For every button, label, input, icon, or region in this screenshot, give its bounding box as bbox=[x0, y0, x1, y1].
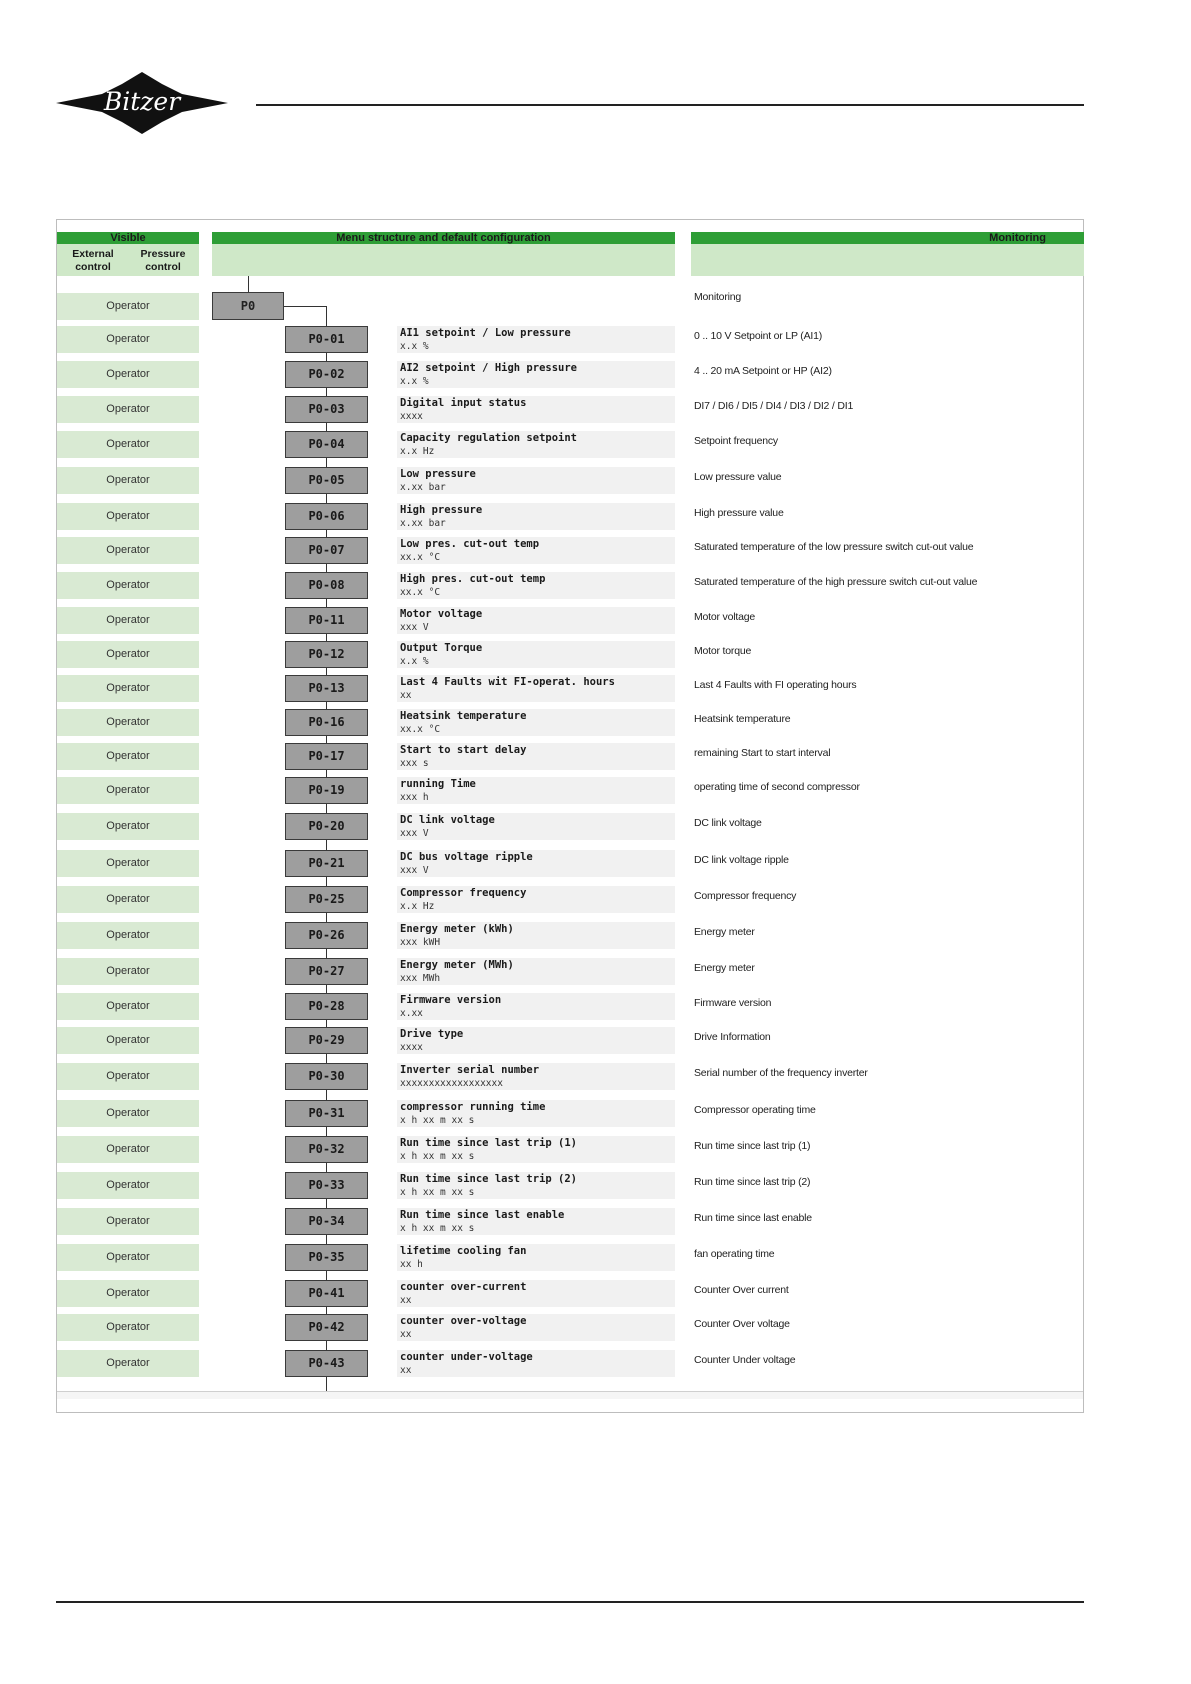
parameter-value-format: xx.x °C bbox=[400, 724, 441, 735]
visible-cell: Operator bbox=[57, 886, 199, 913]
parameter-label: Heatsink temperature bbox=[400, 710, 527, 722]
parameter-value-format: x h xx m xx s bbox=[400, 1223, 475, 1234]
parameter-label: Inverter serial number bbox=[400, 1064, 540, 1076]
monitoring-description: DI7 / DI6 / DI5 / DI4 / DI3 / DI2 / DI1 bbox=[694, 400, 854, 412]
monitoring-description: Setpoint frequency bbox=[694, 435, 778, 447]
menu-code-box: P0-17 bbox=[285, 743, 368, 770]
monitoring-description: DC link voltage bbox=[694, 817, 762, 829]
menu-code-box: P0-30 bbox=[285, 1063, 368, 1090]
parameter-value-format: xxx s bbox=[400, 758, 429, 769]
monitoring-header: Monitoring bbox=[691, 232, 1084, 244]
parameter-value-format: xx h bbox=[400, 1259, 423, 1270]
menu-code-box: P0-28 bbox=[285, 993, 368, 1020]
parameter-value-format: xx bbox=[400, 1295, 412, 1306]
menu-code-box: P0-43 bbox=[285, 1350, 368, 1377]
parameter-description bbox=[397, 709, 675, 736]
menu-code-box: P0-26 bbox=[285, 922, 368, 949]
parameter-label: DC bus voltage ripple bbox=[400, 851, 533, 863]
parameter-label: lifetime cooling fan bbox=[400, 1245, 527, 1257]
parameter-label: counter under-voltage bbox=[400, 1351, 533, 1363]
monitoring-description: fan operating time bbox=[694, 1248, 775, 1260]
parameter-label: Energy meter (MWh) bbox=[400, 959, 514, 971]
parameter-value-format: xxxx bbox=[400, 411, 423, 422]
menu-code-box: P0-07 bbox=[285, 537, 368, 564]
visible-cell: Operator bbox=[57, 641, 199, 668]
parameter-label: AI2 setpoint / High pressure bbox=[400, 362, 578, 374]
monitoring-description: Run time since last trip (1) bbox=[694, 1140, 811, 1152]
parameter-label: Firmware version bbox=[400, 994, 502, 1006]
parameter-value-format: xxx h bbox=[400, 792, 429, 803]
parameter-description bbox=[397, 958, 675, 985]
monitoring-description: Energy meter bbox=[694, 926, 755, 938]
monitoring-description: operating time of second compressor bbox=[694, 781, 860, 793]
parameter-label: Start to start delay bbox=[400, 744, 527, 756]
parameter-label: Motor voltage bbox=[400, 608, 483, 620]
parameter-description bbox=[397, 1100, 675, 1127]
menu-code-box: P0-03 bbox=[285, 396, 368, 423]
visible-cell: Operator bbox=[57, 1172, 199, 1199]
visible-cell: Operator bbox=[57, 431, 199, 458]
visible-cell: Operator bbox=[57, 537, 199, 564]
parameter-value-format: x.xx bar bbox=[400, 518, 446, 529]
parameter-label: Low pressure bbox=[400, 468, 476, 480]
parameter-value-format: x.x Hz bbox=[400, 446, 435, 457]
parameter-value-format: xxx MWh bbox=[400, 973, 441, 984]
parameter-description bbox=[397, 993, 675, 1020]
parameter-description bbox=[397, 1244, 675, 1271]
parameter-label: Last 4 Faults wit FI-operat. hours bbox=[400, 676, 615, 688]
menu-code-box: P0-31 bbox=[285, 1100, 368, 1127]
monitoring-description: Low pressure value bbox=[694, 471, 782, 483]
monitoring-description: 4 .. 20 mA Setpoint or HP (AI2) bbox=[694, 365, 832, 377]
parameter-value-format: x.xx bar bbox=[400, 482, 446, 493]
menu-code-box: P0-29 bbox=[285, 1027, 368, 1054]
visible-cell: Operator bbox=[57, 743, 199, 770]
parameter-description bbox=[397, 326, 675, 353]
monitoring-description: Counter Over current bbox=[694, 1284, 789, 1296]
parameter-value-format: x h xx m xx s bbox=[400, 1187, 475, 1198]
parameter-value-format: xx bbox=[400, 1365, 412, 1376]
visible-cell: Operator bbox=[57, 503, 199, 530]
parameter-value-format: x.x % bbox=[400, 656, 429, 667]
monitoring-description: Motor voltage bbox=[694, 611, 756, 623]
parameter-value-format: x.x % bbox=[400, 341, 429, 352]
menu-code-box: P0-41 bbox=[285, 1280, 368, 1307]
monitoring-description: Firmware version bbox=[694, 997, 772, 1009]
visible-header: Visible bbox=[57, 232, 199, 244]
header-rule bbox=[256, 104, 1084, 106]
visible-cell: Operator bbox=[57, 607, 199, 634]
parameter-value-format: x h xx m xx s bbox=[400, 1115, 475, 1126]
parameter-label: counter over-voltage bbox=[400, 1315, 527, 1327]
menu-code-box: P0-19 bbox=[285, 777, 368, 804]
parameter-description bbox=[397, 886, 675, 913]
bitzer-logo bbox=[56, 72, 228, 134]
svg-text:Bitzer: Bitzer bbox=[103, 87, 181, 116]
parameter-description bbox=[397, 922, 675, 949]
parameter-label: High pres. cut-out temp bbox=[400, 573, 546, 585]
parameter-label: Drive type bbox=[400, 1028, 464, 1040]
visible-cell: Operator bbox=[57, 1100, 199, 1127]
visible-cell: Operator bbox=[57, 467, 199, 494]
parameter-value-format: xx.x °C bbox=[400, 552, 441, 563]
footer-rule bbox=[56, 1601, 1084, 1603]
menu-code-box: P0-20 bbox=[285, 813, 368, 840]
parameter-description bbox=[397, 675, 675, 702]
tree-connector-top bbox=[248, 276, 249, 292]
menu-code-box: P0-11 bbox=[285, 607, 368, 634]
monitoring-description: Run time since last trip (2) bbox=[694, 1176, 811, 1188]
parameter-description bbox=[397, 503, 675, 530]
parameter-label: compressor running time bbox=[400, 1101, 546, 1113]
tree-connector-branch bbox=[284, 306, 327, 307]
parameter-value-format: xx bbox=[400, 690, 412, 701]
visible-cell: Operator bbox=[57, 396, 199, 423]
visible-cell: Operator bbox=[57, 1244, 199, 1271]
parameter-label: Low pres. cut-out temp bbox=[400, 538, 540, 550]
monitoring-description: High pressure value bbox=[694, 507, 784, 519]
visible-cell: Operator bbox=[57, 1027, 199, 1054]
monitoring-description: remaining Start to start interval bbox=[694, 747, 831, 759]
parameter-description bbox=[397, 396, 675, 423]
parameter-description bbox=[397, 1063, 675, 1090]
parameter-label: Run time since last enable bbox=[400, 1209, 565, 1221]
visible-cell: Operator bbox=[57, 850, 199, 877]
parameter-value-format: xxx V bbox=[400, 622, 429, 633]
menu-code-box: P0-21 bbox=[285, 850, 368, 877]
parameter-label: Compressor frequency bbox=[400, 887, 527, 899]
parameter-value-format: xx bbox=[400, 1329, 412, 1340]
external-control-line1: External bbox=[72, 248, 114, 260]
parameter-label: Run time since last trip (2) bbox=[400, 1173, 578, 1185]
monitoring-description: Compressor frequency bbox=[694, 890, 797, 902]
table-bottom-strip bbox=[57, 1391, 1083, 1399]
parameter-label: DC link voltage bbox=[400, 814, 495, 826]
parameter-value-format: x h xx m xx s bbox=[400, 1151, 475, 1162]
menu-code-p0: P0 bbox=[212, 292, 284, 320]
menu-code-box: P0-27 bbox=[285, 958, 368, 985]
parameter-description bbox=[397, 572, 675, 599]
menu-code-box: P0-02 bbox=[285, 361, 368, 388]
visible-cell: Operator bbox=[57, 777, 199, 804]
menu-code-box: P0-35 bbox=[285, 1244, 368, 1271]
parameter-description bbox=[397, 1208, 675, 1235]
menu-code-box: P0-06 bbox=[285, 503, 368, 530]
parameter-value-format: x.xx bbox=[400, 1008, 423, 1019]
parameter-value-format: xxx V bbox=[400, 865, 429, 876]
parameter-description bbox=[397, 743, 675, 770]
pressure-control-line1: Pressure bbox=[140, 248, 186, 260]
parameter-description bbox=[397, 641, 675, 668]
monitoring-description: Compressor operating time bbox=[694, 1104, 816, 1116]
monitoring-description: Serial number of the frequency inverter bbox=[694, 1067, 868, 1079]
visible-cell: Operator bbox=[57, 361, 199, 388]
monitoring-description: Counter Under voltage bbox=[694, 1354, 796, 1366]
visible-cell: Operator bbox=[57, 1136, 199, 1163]
parameter-description bbox=[397, 1172, 675, 1199]
menu-code-box: P0-01 bbox=[285, 326, 368, 353]
parameter-description bbox=[397, 813, 675, 840]
parameter-description bbox=[397, 1136, 675, 1163]
parameter-description bbox=[397, 777, 675, 804]
visible-cell: Operator bbox=[57, 709, 199, 736]
parameter-value-format: xxx kWH bbox=[400, 937, 441, 948]
menu-code-box: P0-42 bbox=[285, 1314, 368, 1341]
parameter-label: running Time bbox=[400, 778, 476, 790]
visible-cell: Operator bbox=[57, 813, 199, 840]
parameter-label: Capacity regulation setpoint bbox=[400, 432, 578, 444]
parameter-description bbox=[397, 1350, 675, 1377]
menu-header-band bbox=[212, 244, 675, 276]
monitoring-description: DC link voltage ripple bbox=[694, 854, 789, 866]
visible-cell: Operator bbox=[57, 993, 199, 1020]
parameter-value-format: x.x % bbox=[400, 376, 429, 387]
monitoring-description: Heatsink temperature bbox=[694, 713, 791, 725]
parameter-value-format: xxxxxxxxxxxxxxxxxx bbox=[400, 1078, 503, 1089]
menu-code-box: P0-33 bbox=[285, 1172, 368, 1199]
visible-cell: Operator bbox=[57, 958, 199, 985]
parameter-description bbox=[397, 607, 675, 634]
external-control-header bbox=[60, 248, 126, 274]
monitoring-description: Last 4 Faults with FI operating hours bbox=[694, 679, 857, 691]
monitoring-description: Drive Information bbox=[694, 1031, 771, 1043]
parameter-label: Output Torque bbox=[400, 642, 483, 654]
parameter-value-format: xx.x °C bbox=[400, 587, 441, 598]
visible-cell: Operator bbox=[57, 922, 199, 949]
menu-code-box: P0-16 bbox=[285, 709, 368, 736]
visible-cell: Operator bbox=[57, 572, 199, 599]
menu-code-box: P0-34 bbox=[285, 1208, 368, 1235]
parameter-description bbox=[397, 431, 675, 458]
monitoring-root: Monitoring bbox=[694, 291, 742, 303]
external-control-line2: control bbox=[75, 261, 111, 273]
parameter-description bbox=[397, 1027, 675, 1054]
menu-code-box: P0-04 bbox=[285, 431, 368, 458]
menu-code-box: P0-25 bbox=[285, 886, 368, 913]
monitoring-description: Saturated temperature of the low pressure switch cut-out value bbox=[694, 541, 974, 553]
parameter-label: Digital input status bbox=[400, 397, 527, 409]
menu-code-box: P0-32 bbox=[285, 1136, 368, 1163]
menu-code-box: P0-08 bbox=[285, 572, 368, 599]
parameter-value-format: xxx V bbox=[400, 828, 429, 839]
pressure-control-line2: control bbox=[145, 261, 181, 273]
parameter-label: AI1 setpoint / Low pressure bbox=[400, 327, 571, 339]
visible-cell: Operator bbox=[57, 675, 199, 702]
parameter-label: Run time since last trip (1) bbox=[400, 1137, 578, 1149]
parameter-description bbox=[397, 850, 675, 877]
monitoring-description: Motor torque bbox=[694, 645, 752, 657]
monitoring-description: Run time since last enable bbox=[694, 1212, 812, 1224]
parameter-description bbox=[397, 361, 675, 388]
visible-cell: Operator bbox=[57, 326, 199, 353]
visible-cell-root: Operator bbox=[57, 293, 199, 320]
parameter-value-format: x.x Hz bbox=[400, 901, 435, 912]
parameter-description bbox=[397, 1280, 675, 1307]
monitoring-header-band bbox=[691, 244, 1084, 276]
monitoring-description: Saturated temperature of the high pressure switch cut-out value bbox=[694, 576, 978, 588]
parameter-description bbox=[397, 1314, 675, 1341]
menu-code-box: P0-13 bbox=[285, 675, 368, 702]
parameter-label: counter over-current bbox=[400, 1281, 527, 1293]
monitoring-description: Counter Over voltage bbox=[694, 1318, 790, 1330]
menu-code-box: P0-05 bbox=[285, 467, 368, 494]
parameter-label: High pressure bbox=[400, 504, 483, 516]
pressure-control-header bbox=[130, 248, 196, 274]
visible-cell: Operator bbox=[57, 1063, 199, 1090]
monitoring-description: 0 .. 10 V Setpoint or LP (AI1) bbox=[694, 330, 823, 342]
parameter-description bbox=[397, 537, 675, 564]
monitoring-description: Energy meter bbox=[694, 962, 755, 974]
parameter-label: Energy meter (kWh) bbox=[400, 923, 514, 935]
visible-cell: Operator bbox=[57, 1350, 199, 1377]
visible-cell: Operator bbox=[57, 1208, 199, 1235]
parameter-description bbox=[397, 467, 675, 494]
menu-header: Menu structure and default configuration bbox=[212, 232, 675, 244]
visible-cell: Operator bbox=[57, 1280, 199, 1307]
parameter-value-format: xxxx bbox=[400, 1042, 423, 1053]
menu-code-box: P0-12 bbox=[285, 641, 368, 668]
visible-cell: Operator bbox=[57, 1314, 199, 1341]
